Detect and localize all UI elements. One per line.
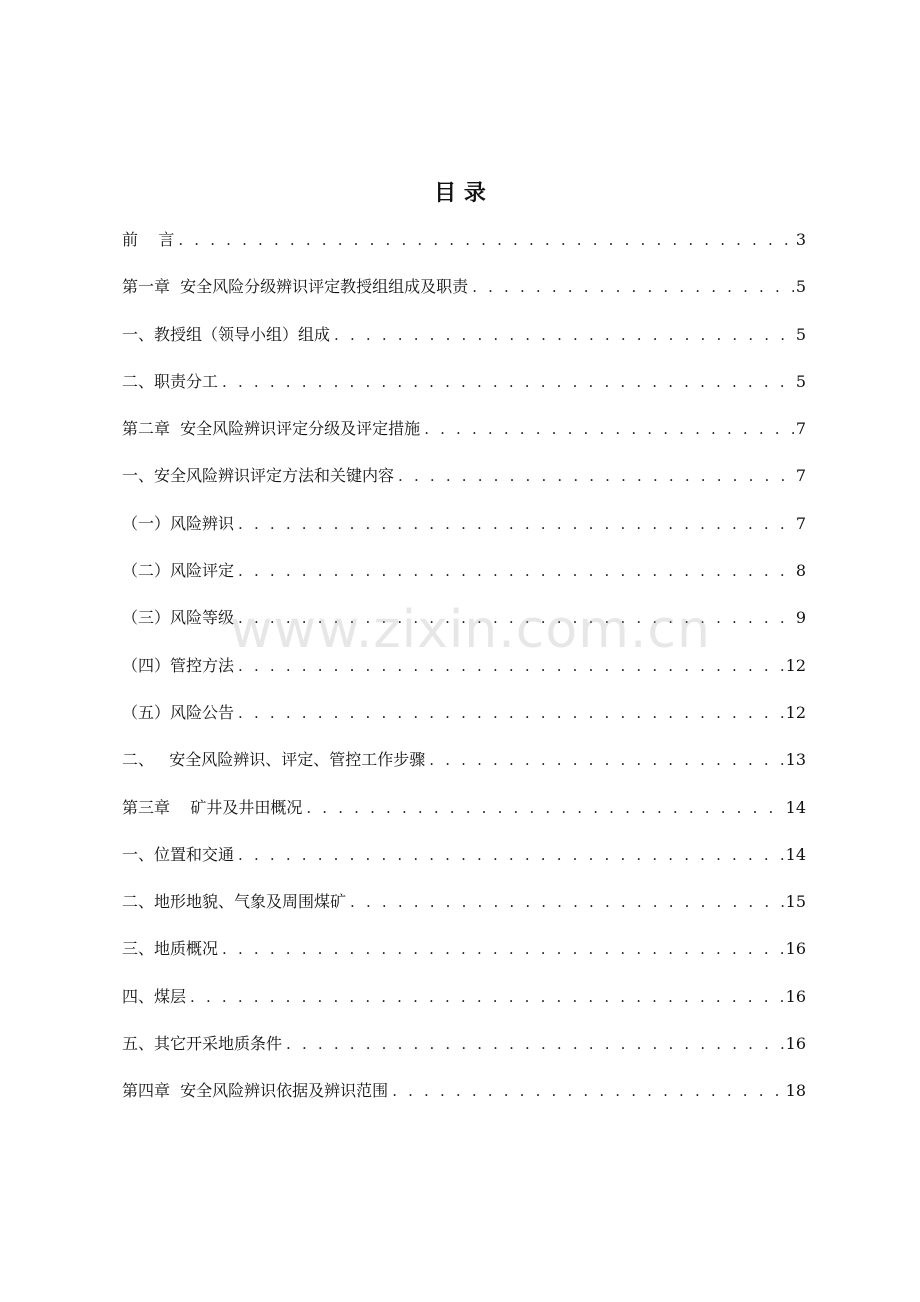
toc-entry-label: （四）管控方法: [122, 655, 235, 675]
toc-entry-label: （二）风险评定: [122, 561, 235, 581]
toc-entry-label: 前 言: [122, 230, 175, 249]
toc-entry-label: （一）风险辨识: [122, 513, 235, 533]
toc-leader-dots: [238, 703, 784, 723]
toc-title: 目 录: [434, 181, 486, 206]
toc-entry-label: 三、地质概况: [122, 939, 219, 959]
toc-leader-dots: [472, 277, 794, 297]
toc-entry[interactable]: [122, 892, 806, 939]
toc-entry-page-number: 14: [785, 797, 806, 817]
toc-leader-dots: [286, 1034, 784, 1054]
toc-entry-page-number: 9: [795, 608, 806, 628]
toc-entry[interactable]: [122, 419, 806, 466]
toc-entry[interactable]: [122, 514, 806, 561]
toc-entry-page-number: 3: [795, 230, 806, 249]
toc-entry-page-number: 14: [785, 844, 806, 864]
toc-leader-dots: [306, 798, 783, 818]
toc-entry-page-number: 13: [785, 750, 806, 770]
toc-leader-dots: [190, 987, 784, 1007]
toc-entry[interactable]: [122, 845, 806, 892]
toc-entry-label: 一、安全风险辨识评定方法和关键内容: [122, 466, 395, 486]
toc-leader-dots: [392, 1081, 783, 1101]
toc-entry-page-number: 5: [795, 324, 806, 344]
toc-leader-dots: [350, 892, 784, 912]
toc-entry[interactable]: [122, 325, 806, 372]
toc-entry-label: （三）风险等级: [122, 608, 235, 628]
toc-entry[interactable]: [122, 798, 806, 845]
toc-entry-page-number: 16: [785, 1034, 806, 1054]
toc-entry[interactable]: [122, 277, 806, 324]
toc-entry[interactable]: [122, 230, 806, 277]
toc-entry-label: 第四章 安全风险辨识依据及辨识范围: [122, 1081, 389, 1101]
toc-entry-label: 五、其它开采地质条件: [122, 1034, 283, 1054]
toc-entry[interactable]: [122, 372, 806, 419]
toc-entry-page-number: 5: [795, 277, 806, 297]
toc-entry[interactable]: [122, 1081, 806, 1128]
toc-entry-label: 二、职责分工: [122, 371, 219, 391]
toc-entry-label: 第二章 安全风险辨识评定分级及评定措施: [122, 419, 421, 439]
toc-entry-page-number: 16: [785, 986, 806, 1006]
toc-leader-dots: [334, 325, 794, 345]
toc-entry-label: 第三章 矿井及井田概况: [122, 797, 303, 817]
toc-entry-page-number: 12: [785, 702, 806, 722]
toc-entry-page-number: 7: [795, 466, 806, 486]
toc-entry-page-number: 15: [785, 892, 806, 912]
toc-entry[interactable]: [122, 987, 806, 1034]
toc-entry-label: 四、煤层: [122, 986, 187, 1006]
toc-leader-dots: [178, 230, 793, 250]
toc-entry[interactable]: [122, 656, 806, 703]
toc-leader-dots: [398, 466, 794, 486]
toc-entry-page-number: 5: [795, 371, 806, 391]
toc-entry-label: 一、教授组（领导小组）组成: [122, 324, 331, 344]
toc-entry-page-number: 18: [785, 1081, 806, 1101]
toc-entry-label: 一、位置和交通: [122, 844, 235, 864]
table-of-contents: [122, 230, 806, 1129]
toc-entry-label: （五）风险公告: [122, 702, 235, 722]
toc-entry[interactable]: [122, 703, 806, 750]
toc-entry-label: 二、地形地貌、气象及周围煤矿: [122, 892, 347, 912]
toc-entry[interactable]: [122, 466, 806, 513]
toc-leader-dots: [222, 939, 784, 959]
toc-leader-dots: [429, 750, 783, 770]
toc-leader-dots: [238, 514, 794, 534]
toc-entry[interactable]: [122, 1034, 806, 1081]
toc-entry[interactable]: [122, 750, 806, 797]
toc-leader-dots: [238, 561, 794, 581]
toc-entry-label: 第一章 安全风险分级辨识评定教授组组成及职责: [122, 277, 469, 297]
toc-entry[interactable]: [122, 608, 806, 655]
toc-entry-page-number: 7: [795, 513, 806, 533]
toc-leader-dots: [424, 419, 794, 439]
toc-entry-page-number: 16: [785, 939, 806, 959]
toc-entry-page-number: 12: [785, 655, 806, 675]
toc-entry-page-number: 8: [795, 561, 806, 581]
toc-leader-dots: [238, 608, 794, 628]
watermark: www.zixin.com.cn: [230, 600, 711, 660]
toc-leader-dots: [222, 372, 794, 392]
toc-entry[interactable]: [122, 939, 806, 986]
toc-entry-page-number: 7: [795, 419, 806, 439]
toc-leader-dots: [238, 656, 784, 676]
toc-entry[interactable]: [122, 561, 806, 608]
toc-entry-label: 二、 安全风险辨识、评定、管控工作步骤: [122, 750, 426, 770]
toc-leader-dots: [238, 845, 784, 865]
